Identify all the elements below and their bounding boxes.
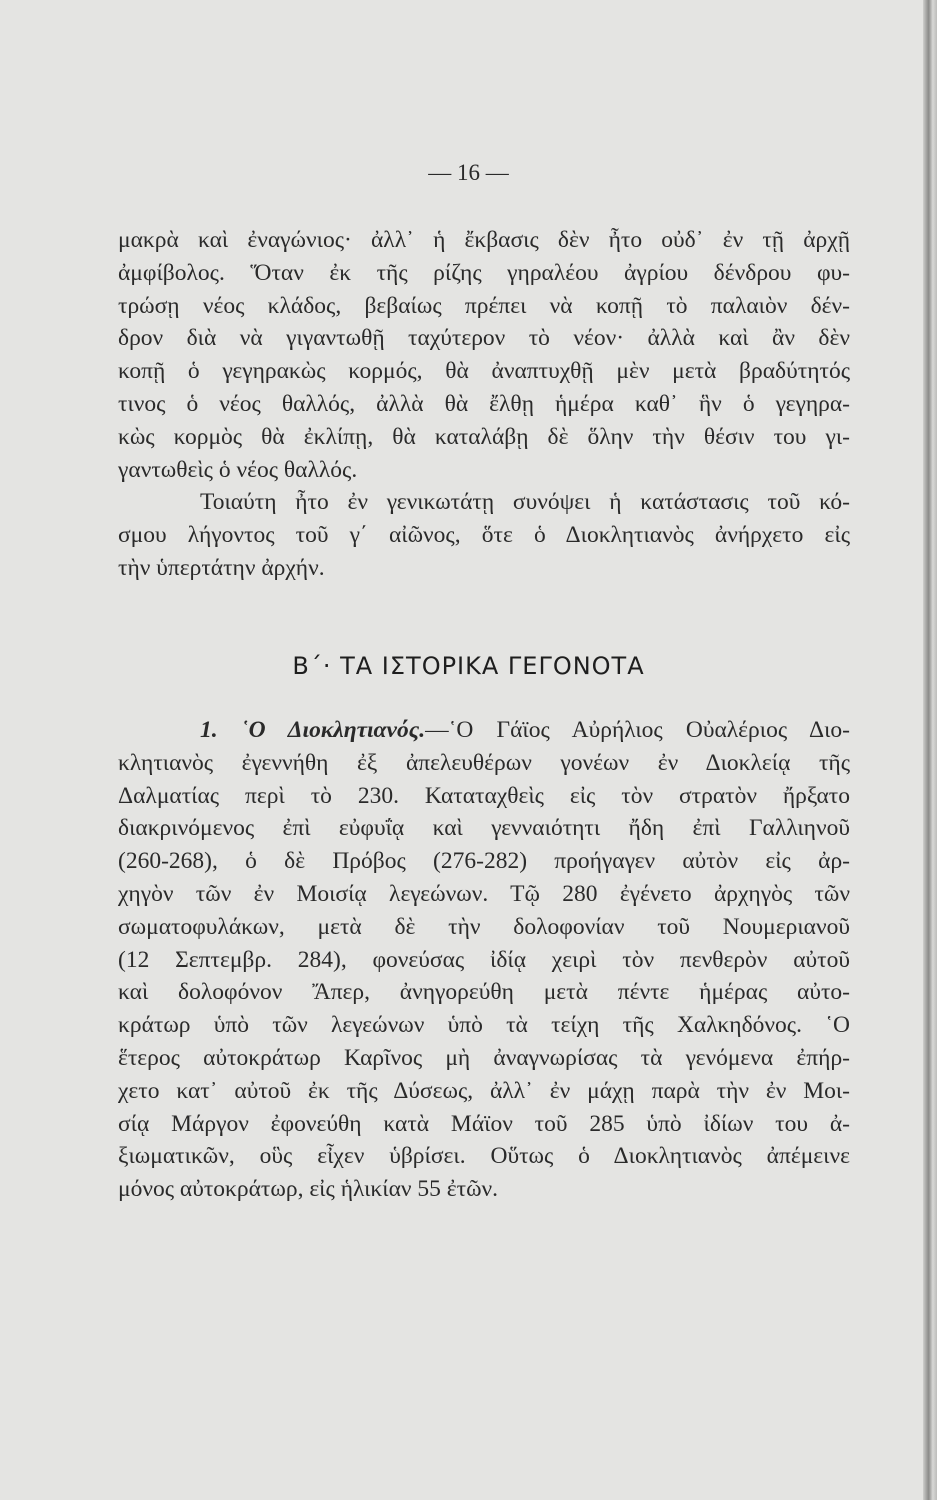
page-edge — [923, 0, 937, 1500]
text-line: διακρινόμενος ἐπὶ εὐφυΐᾳ καὶ γενναιότητι ἤδη ἐπὶ Γαλλιηνοῦ — [118, 815, 850, 842]
text-line: κοπῇ ὁ γεγηρακὼς κορμός, θὰ ἀναπτυχθῇ μὲν μετὰ βραδύτητός — [118, 358, 850, 385]
text-line: (12 Σεπτεμβρ. 284), φονεύσας ἰδίᾳ χειρὶ τὸν πενθερὸν αὐτοῦ — [118, 946, 850, 973]
section-1-title: 1. ῾Ο Διοκλητιανός. — [200, 717, 426, 743]
text-line: ἀμφίβολος. Ὅταν ἐκ τῆς ρίζης γηραλέου ἀγρίου δένδρου φυ- — [118, 259, 850, 286]
text-line: Τοιαύτη ἦτο ἐν γενικωτάτῃ συνόψει ἡ κατάστασις τοῦ κό- — [200, 489, 850, 516]
text-line: ἕτερος αὐτοκράτωρ Καρῖνος μὴ ἀναγνωρίσας τὰ γενόμενα ἐπήρ- — [118, 1044, 850, 1071]
text-line: χετο κατ᾽ αὐτοῦ ἐκ τῆς Δύσεως, ἀλλ᾽ ἐν μάχῃ παρὰ τὴν ἐν Μοι- — [118, 1077, 850, 1104]
text-line: καὶ δολοφόνον Ἄπερ, ἀνηγορεύθη μετὰ πέντε ἡμέρας αὐτο- — [118, 979, 850, 1006]
text-line: μόνος αὐτοκράτωρ, εἰς ἡλικίαν 55 ἐτῶν. — [118, 1176, 499, 1203]
text-line: σωματοφυλάκων, μετὰ δὲ τὴν δολοφονίαν τοῦ Νουμεριανοῦ — [118, 913, 850, 940]
text-line: Δαλματίας περὶ τὸ 230. Καταταχθεὶς εἰς τὸν στρατὸν ἤρξατο — [118, 782, 850, 809]
text-line: τρώσῃ νέος κλάδος, βεβαίως πρέπει νὰ κοπῇ τὸ παλαιὸν δέν- — [118, 292, 850, 319]
text-line: δρον διὰ νὰ γιγαντωθῇ ταχύτερον τὸ νέον· ἀλλὰ καὶ ἂν δὲν — [118, 325, 850, 352]
text-line: σίᾳ Μάργον ἐφονεύθη κατὰ Μάϊον τοῦ 285 ὑπὸ ἰδίων του ἀ- — [118, 1110, 850, 1137]
paragraph-1 — [118, 224, 850, 585]
text-line — [118, 714, 850, 747]
text-line: γαντωθεὶς ὁ νέος θαλλός. — [118, 456, 358, 483]
section-1 — [118, 714, 850, 1206]
text-line: μακρὰ καὶ ἐναγώνιος· ἀλλ᾽ ἡ ἔκβασις δὲν ἦτο οὐδ᾽ ἐν τῇ ἀρχῇ — [118, 227, 850, 253]
text-line: κλητιανὸς ἐγεννήθη ἐξ ἀπελευθέρων γονέων ἐν Διοκλείᾳ τῆς — [118, 749, 850, 776]
page-number: — 16 — — [428, 160, 509, 185]
section-1-first-line: —῾Ο Γάϊος Αὐρήλιος Οὐαλέριος Διο- — [425, 717, 850, 743]
text-line: τινος ὁ νέος θαλλός, ἀλλὰ θὰ ἔλθῃ ἡμέρα καθ᾽ ἣν ὁ γεγηρα- — [118, 390, 850, 417]
text-line: σμου λήγοντος τοῦ γ΄ αἰῶνος, ὅτε ὁ Διοκλητιανὸς ἀνήρχετο εἰς — [118, 522, 850, 549]
text-line: χηγὸν τῶν ἐν Μοισίᾳ λεγεώνων. Τῷ 280 ἐγένετο ἀρχηγὸς τῶν — [118, 880, 850, 907]
text-line: κράτωρ ὑπὸ τῶν λεγεώνων ὑπὸ τὰ τείχη τῆς Χαλκηδόνος. ῾Ο — [118, 1012, 850, 1039]
text-line: ξιωματικῶν, οὓς εἶχεν ὑβρίσει. Οὕτως ὁ Διοκλητιανὸς ἀπέμεινε — [118, 1143, 850, 1170]
section-heading: Β΄· ΤΑ ΙΣΤΟΡΙΚΑ ΓΕΓΟΝΟΤΑ — [292, 652, 645, 680]
text-line: κὼς κορμὸς θὰ ἐκλίπῃ, θὰ καταλάβῃ δὲ ὅλην τὴν θέσιν του γι- — [118, 423, 850, 450]
text-line: τὴν ὑπερτάτην ἀρχήν. — [118, 554, 325, 581]
text-line: (260-268), ὁ δὲ Πρόβος (276-282) προήγαγεν αὐτὸν εἰς ἀρ- — [118, 848, 850, 875]
